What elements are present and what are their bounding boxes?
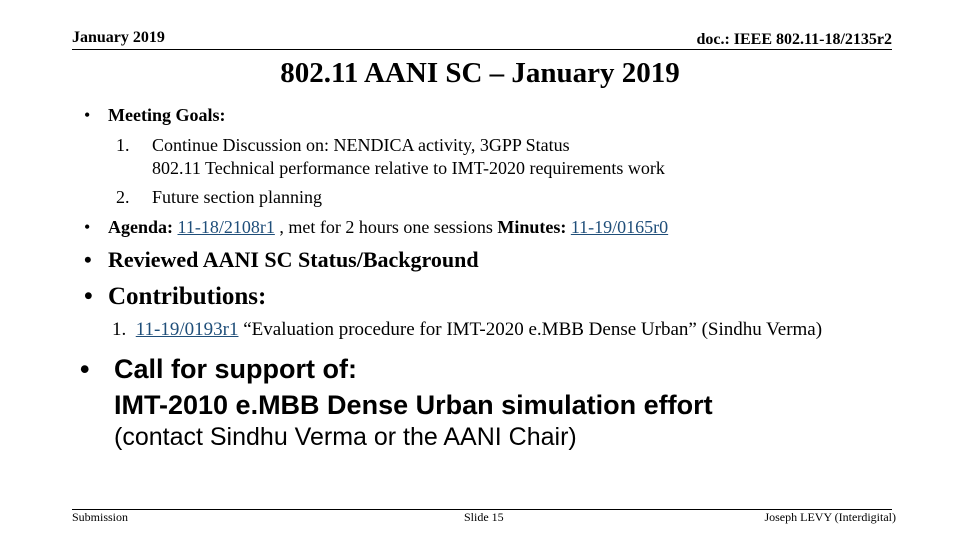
slide-title: 802.11 AANI SC – January 2019 <box>280 57 680 89</box>
call-for-support-contact: (contact Sindhu Verma or the AANI Chair) <box>114 423 577 451</box>
goal-item-line: Continue Discussion on: NENDICA activity, 3GPP Status <box>152 135 570 155</box>
goal-item-line: 802.11 Technical performance relative to IMT-2020 requirements work <box>152 158 665 178</box>
reviewed-text: Reviewed AANI SC Status/Background <box>108 247 479 272</box>
footer-author: Joseph LEVY (Interdigital) <box>764 510 896 524</box>
header-date: January 2019 <box>72 29 165 46</box>
header-doc-id: doc.: IEEE 802.11-18/2135r2 <box>696 31 892 48</box>
bullet-icon: • <box>80 354 90 384</box>
meeting-goals-label: Meeting Goals: <box>108 105 226 125</box>
footer-submission: Submission <box>72 510 129 524</box>
goal-item-line: Future section planning <box>152 187 322 207</box>
bullet-icon: • <box>84 217 91 237</box>
goal-number: 2. <box>116 187 130 207</box>
contributions-label: Contributions: <box>108 283 267 310</box>
contribution-number: 1. <box>112 319 127 340</box>
agenda-line <box>108 216 668 238</box>
footer-slide-number: Slide 15 <box>464 510 504 524</box>
agenda-text: , met for 2 hours one sessions <box>274 217 493 237</box>
bullet-icon: • <box>84 105 91 125</box>
minutes-label: Minutes: <box>497 217 567 237</box>
contribution-text: “Evaluation procedure for IMT-2020 e.MBB Dense Urban” (Sindhu Verma) <box>238 319 823 340</box>
agenda-label: Agenda: <box>108 217 174 237</box>
minutes-link[interactable]: 11-19/0165r0 <box>570 217 669 237</box>
bullet-icon: • <box>84 247 92 272</box>
call-for-support-heading: Call for support of: <box>114 354 357 384</box>
agenda-link[interactable]: 11-18/2108r1 <box>177 217 275 237</box>
contribution-link[interactable]: 11-19/0193r1 <box>135 319 239 340</box>
contribution-item <box>112 318 822 342</box>
call-for-support-effort: IMT-2010 e.MBB Dense Urban simulation effort <box>114 390 713 420</box>
bullet-icon: • <box>84 283 93 310</box>
goal-number: 1. <box>116 135 130 155</box>
